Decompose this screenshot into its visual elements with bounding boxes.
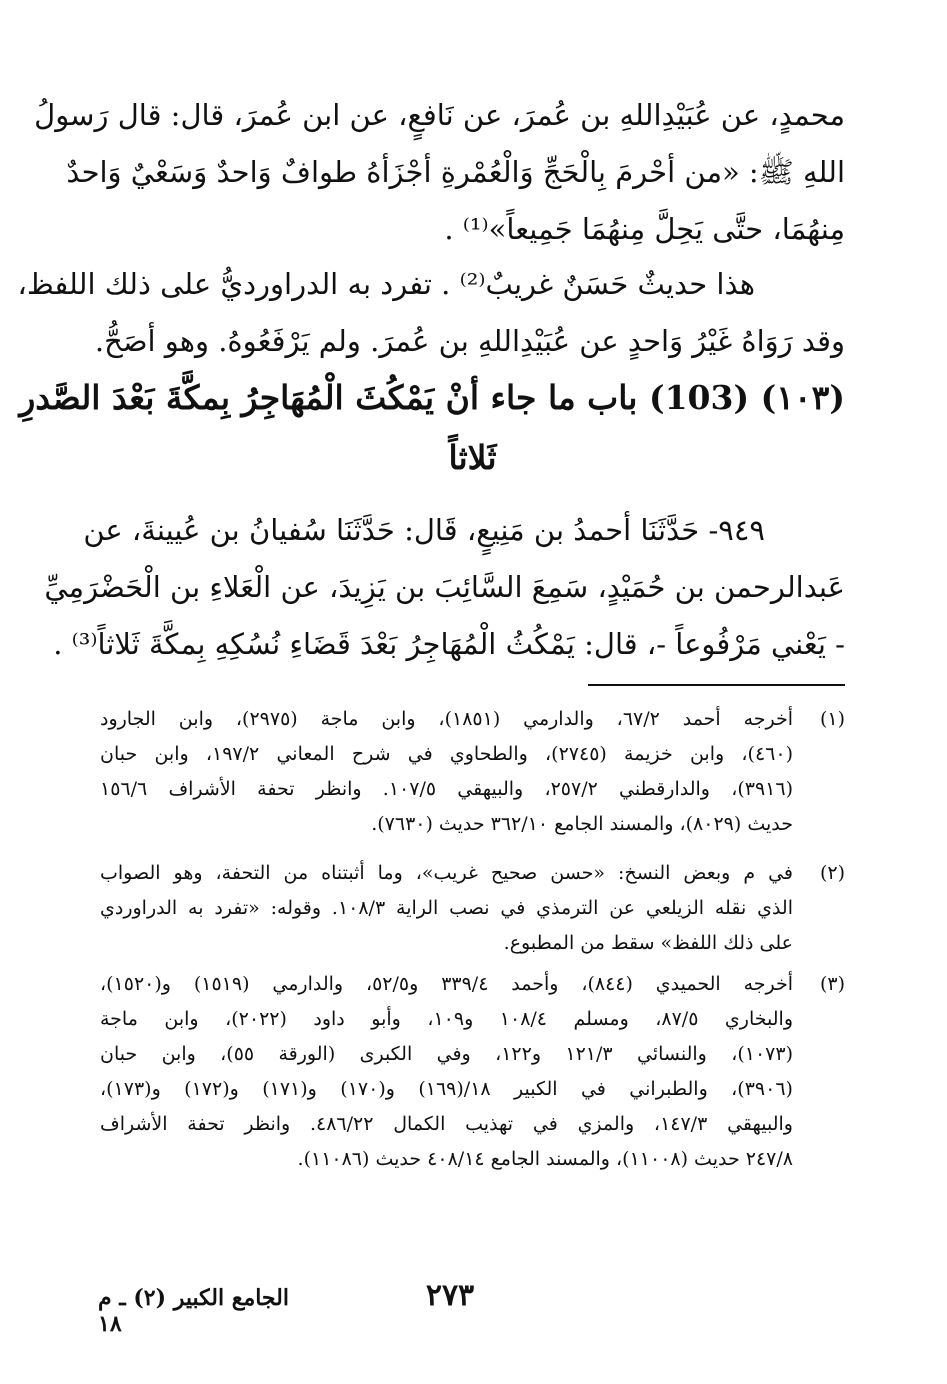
chapter-heading — [19, 368, 845, 488]
text-line: ٩٤٩- حَدَّثَنَا أحمدُ بن مَنِيعٍ، قَال: حَدَّثَنَا سُفيانُ بن عُيينةَ، عن — [83, 513, 765, 547]
footnote-line: على ذلك اللفظ» سقط من المطبوع. — [503, 932, 793, 954]
footnote-separator — [588, 684, 845, 686]
footnote-number: (٢) — [819, 862, 845, 884]
text-line: وقد رَوَاهُ غَيْرُ وَاحدٍ عن عُبَيْدِاللهِ بن عُمرَ. ولم يَرْفَعُوهُ. وهو أصَحُّ. — [94, 324, 845, 358]
printer-signature: الجامع الكبير (٢) ـ م ١٨ — [98, 1285, 289, 1337]
footnote-number: (٣) — [819, 973, 845, 995]
footnote-line: ٢٤٧/٨ حديث (١١٠٠٨)، والمسند الجامع ٤٠٨/١٤ حديث (١١٠٨٦). — [297, 1148, 793, 1170]
footnote-line: (١٠٧٣)، والنسائي ١٢١/٣ و١٢٢، وفي الكبرى (الورقة ٥٥)، وابن حبان — [100, 1043, 793, 1065]
footnote-line: الذي نقله الزيلعي عن الترمذي في نصب الراية ١٠٨/٣. وقوله: «تفرد به الدراوردي — [100, 897, 793, 919]
footnote-line: والبخاري ٨٧/٥، ومسلم ١٠٨/٤ و١٠٩، وأبو داود (٢٠٢٢)، وابن ماجة — [100, 1008, 793, 1030]
footnote-line: في م وبعض النسخ: «حسن صحيح غريب»، وما أثبتناه من التحفة، وهو الصواب — [100, 862, 793, 884]
footnote-number: (١) — [819, 708, 845, 730]
commentary-paragraph — [17, 256, 845, 370]
text-line: هذا حديثٌ حَسَنٌ غريبٌ⁽²⁾ . تفرد به الدراورديُّ على ذلك اللفظ، — [17, 267, 755, 301]
footnote-3 — [100, 967, 845, 1177]
footnote-line: والبيهقي ١٤٧/٣، والمزي في تهذيب الكمال ٤٨٦/٢٢. وانظر تحفة الأشراف — [100, 1113, 793, 1135]
hadith-paragraph-1 — [34, 87, 845, 258]
footnote-1 — [100, 702, 845, 842]
text-line: - يَعْني مَرْفُوعاً -، قال: يَمْكُثُ الْمُهَاجِرُ بَعْدَ قَضَاءِ نُسُكِهِ بِمكَّةَ ثَلاثاً⁽³⁾ . — [53, 627, 845, 661]
heading-line: ثَلاثاً — [448, 438, 497, 477]
footnote-line: (٣٩٠٦)، والطبراني في الكبير ١٨/(١٦٩) و(١٧٠) و(١٧١) و(١٧٢) و(١٧٣)، — [100, 1078, 793, 1100]
footnote-line: أخرجه الحميدي (٨٤٤)، وأحمد ٣٣٩/٤ و٥٢/٥، والدارمي (١٥١٩) و(١٥٢٠)، — [100, 973, 794, 995]
footnote-line: (٤٦٠)، وابن خزيمة (٢٧٤٥)، والطحاوي في شرح المعاني ١٩٧/٢، وابن حبان — [100, 743, 793, 765]
page-number: ٢٧٣ — [425, 1278, 475, 1313]
text-line: مِنهُمَا، حتَّى يَحِلَّ مِنهُمَا جَمِيعاً»⁽¹⁾ . — [444, 212, 845, 246]
text-line: عَبدالرحمن بن حُمَيْدٍ، سَمِعَ السَّائِبَ بن يَزِيدَ، عن الْعَلاءِ بن الْحَضْرَمِيِّ — [44, 570, 845, 604]
footnote-line: أخرجه أحمد ٦٧/٢، والدارمي (١٨٥١)، وابن ماجة (٢٩٧٥)، وابن الجارود — [100, 708, 794, 730]
footnote-2 — [100, 856, 845, 961]
hadith-paragraph-949 — [44, 502, 845, 673]
footnote-line: حديث (٨٠٢٩)، والمسند الجامع ٣٦٢/١٠ حديث (٧٦٣٠). — [371, 813, 793, 835]
heading-line: (١٠٣) (103) باب ما جاء أنْ يَمْكُثَ الْمُهَاجِرُ بِمكَّةَ بَعْدَ الصَّدرِ — [19, 378, 845, 417]
text-line: محمدٍ، عن عُبَيْدِاللهِ بن عُمرَ، عن نَافعٍ، عن ابن عُمرَ، قال: قال رَسولُ — [34, 98, 845, 132]
text-line: اللهِ ﷺ: «من أحْرمَ بِالْحَجِّ وَالْعُمْرةِ أجْزَأهُ طوافٌ وَاحدٌ وَسَعْيٌ وَاحدٌ — [66, 155, 845, 189]
footnote-line: (٣٩١٦)، والدارقطني ٢٥٧/٢، والبيهقي ١٠٧/٥. وانظر تحفة الأشراف ١٥٦/٦ — [100, 778, 793, 800]
